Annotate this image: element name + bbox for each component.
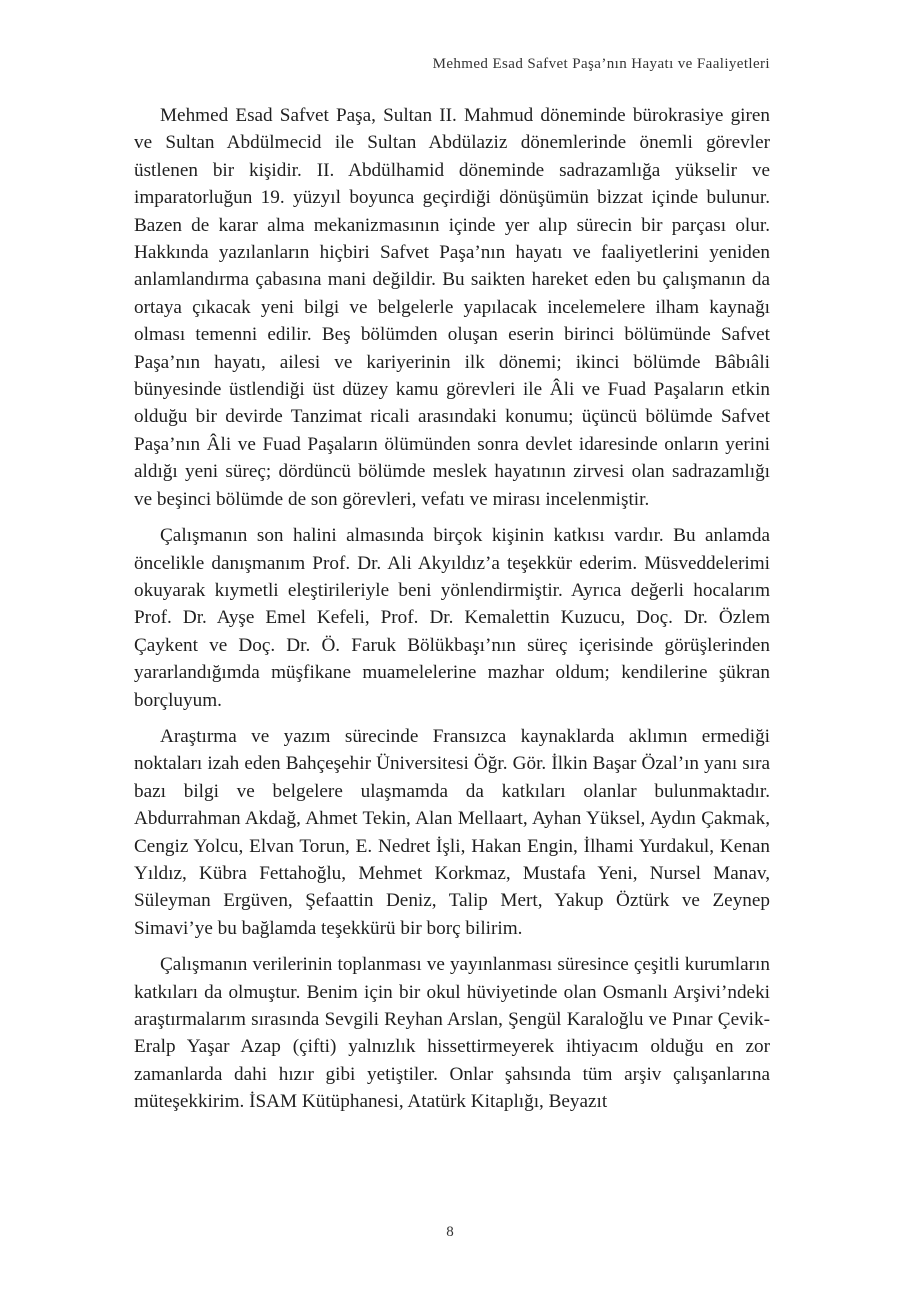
body-text (134, 102, 770, 1125)
paragraph-acknowledgements-contributors: Araştırma ve yazım sürecinde Fransızca kaynaklarda aklımın ermediği noktaları izah eden Bahçeşehir Üniversitesi Öğr. Gör. İlkin Başar Özal’ın yanı sıra bazı bilgi ve belgelere ulaşmamda da katkıları olanlar bulunmaktadır. Abdurrahman Akdağ, Ahmet Tekin, Alan Mellaart, Ayhan Yüksel, Aydın Çakmak, Cengiz Yolcu, Elvan Torun, E. Nedret İşli, Hakan Engin, İlhami Yurdakul, Kenan Yıldız, Kübra Fettahoğlu, Mehmet Korkmaz, Mustafa Yeni, Nursel Manav, Süleyman Ergüven, Şefaattin Deniz, Talip Mert, Yakup Öztürk ve Zeynep Simavi’ye bu bağlamda teşekkürü bir borç bilirim. (134, 725, 770, 939)
running-header-title: Mehmed Esad Safvet Paşa’nın Hayatı ve Faaliyetleri (432, 56, 770, 72)
paragraph-acknowledgements-advisors: Çalışmanın son halini almasında birçok kişinin katkısı vardır. Bu anlamda öncelikle danışmanım Prof. Dr. Ali Akyıldız’a teşekkür ederim. Müsveddelerimi okuyarak kıymetli eleştirileriyle beni yönlendirmiştir. Ayrıca değerli hocalarım Prof. Dr. Ayşe Emel Kefeli, Prof. Dr. Kemalettin Kuzucu, Doç. Dr. Özlem Çaykent ve Doç. Dr. Ö. Faruk Bölükbaşı’nın süreç içerisinde görüşlerinden yararlandığımda müşfikane muamelelerine mazhar oldum; kendilerine şükran borçluyum. (134, 525, 770, 711)
paragraph-acknowledgements-institutions: Çalışmanın verilerinin toplanması ve yayınlanması süresince çeşitli kurumların katkıları da olmuştur. Benim için bir okul hüviyetinde olan Osmanlı Arşivi’ndeki araştırmalarım sırasında Sevgili Reyhan Arslan, Şengül Karaloğlu ve Pınar Çevik-Eralp Yaşar Azap (çifti) yalnızlık hissettirmeyerek ihtiyacım olduğu en zor zamanlarda dahi hızır gibi yetiştiler. Onlar şahsında tüm arşiv çalışanlarına müteşekkirim. İSAM Kütüphanesi, Atatürk Kitaplığı, Beyazıt (134, 954, 770, 1113)
page-number: 8 (446, 1224, 454, 1240)
paragraph-intro: Mehmed Esad Safvet Paşa, Sultan II. Mahmud döneminde bürokrasiye giren ve Sultan Abdülmecid ile Sultan Abdülaziz dönemlerinde önemli görevler üstlenen bir kişidir. II. Abdülhamid döneminde sadrazamlığa yükselir ve imparatorluğun 19. yüzyıl boyunca geçirdiği dönüşümün bizzat içinde bulunur. Bazen de karar alma mekanizmasının içinde yer alıp sürecin bir parçası olur. Hakkında yazılanların hiçbiri Safvet Paşa’nın hayatı ve faaliyetlerini yeniden anlamlandırma çabasına mani değildir. Bu saikten hareket eden bu çalışmanın da ortaya çıkacak yeni bilgi ve belgelerle yapılacak incelemelere ilham kaynağı olması temenni edilir. Beş bölümden oluşan eserin birinci bölümünde Safvet Paşa’nın hayatı, ailesi ve kariyerinin ilk dönemi; ikinci bölümde Bâbıâli bünyesinde üstlendiği üst düzey kamu görevleri ile Âli ve Fuad Paşaların etkin olduğu bir devirde Tanzimat ricali arasındaki konumu; üçüncü bölümde Safvet Paşa’nın Âli ve Fuad Paşaların ölümünden sonra devlet idaresinde onların yerini aldığı yeni süreç; dördüncü bölümde meslek hayatının zirvesi olan sadrazamlığı ve beşinci bölümde de son görevleri, vefatı ve mirası incelenmiştir. (134, 105, 770, 510)
